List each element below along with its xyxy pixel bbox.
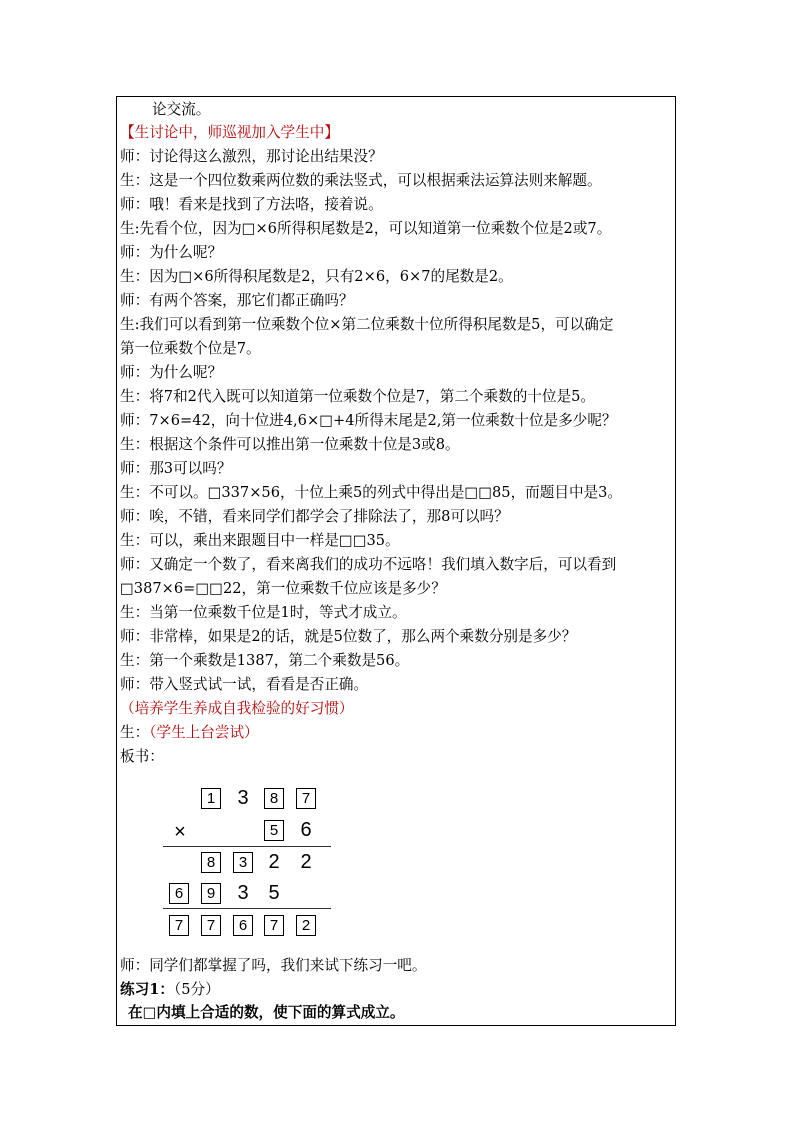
text-line: 生：当第一位乘数千位是1时，等式才成立。 [120, 604, 407, 621]
digit-box: 5 [264, 820, 284, 841]
text-line: 生：第一个乘数是1387，第二个乘数是56。 [120, 652, 410, 669]
digit-box: 8 [264, 788, 284, 809]
exercise-label: 练习1： [120, 981, 174, 998]
text-line: 【生讨论中，师巡视加入学生中】 [120, 124, 339, 141]
digit-box: 7 [169, 915, 189, 936]
text-line [120, 723, 259, 743]
text-line: 师：非常棒，如果是2的话，就是5位数了，那么两个乘数分别是多少？ [120, 628, 577, 645]
speaker-prefix: 生： [120, 724, 150, 741]
digit-box: 8 [201, 852, 221, 873]
red-note: （学生上台尝试） [149, 724, 259, 741]
digit-box: 7 [296, 788, 316, 809]
digit-box: 6 [233, 915, 253, 936]
text-line: 生:先看个位，因为□×6所得积尾数是2，可以知道第一位乘数个位是2或7。 [120, 220, 612, 237]
text-line: 在□内填上合适的数，使下面的算式成立。 [128, 1004, 405, 1021]
text-line: 师：哦！看来是找到了方法咯，接着说。 [120, 196, 383, 213]
text-line: 板书： [120, 748, 164, 765]
digit-box: 6 [169, 883, 189, 904]
text-line: 生：不可以。□337×56，十位上乘5的列式中得出是□□85，而题目中是3。 [120, 484, 623, 501]
text-line: 师：为什么呢？ [120, 364, 223, 381]
text-line: 生：这是一个四位数乘两位数的乘法竖式，可以根据乘法运算法则来解题。 [120, 172, 602, 189]
text-line [120, 980, 220, 1000]
digit-box: 2 [296, 915, 316, 936]
times-sign: × [174, 821, 186, 843]
exercise-score: （5分） [173, 981, 220, 998]
text-line: 生:我们可以看到第一位乘数个位×第二位乘数十位所得积尾数是5，可以确定 [120, 316, 614, 333]
text-line: 师：唉，不错，看来同学们都学会了排除法了，那8可以吗？ [120, 508, 509, 525]
text-line: 师：那3可以吗？ [120, 460, 232, 477]
digit-box: 9 [201, 883, 221, 904]
digit-box: 3 [233, 852, 253, 873]
text-line: 生：将7和2代入既可以知道第一位乘数个位是7，第二个乘数的十位是5。 [120, 388, 595, 405]
text-line: （培养学生养成自我检验的好习惯） [120, 700, 354, 717]
text-line: 师：又确定一个数了，看来离我们的成功不远咯！我们填入数字后，可以看到 [120, 556, 617, 573]
text-line: 师：为什么呢？ [120, 244, 223, 261]
digit: 3 [237, 882, 249, 904]
digit: 5 [268, 882, 280, 904]
text-line: □387×6=□□22，第一位乘数千位应该是多少？ [120, 580, 446, 597]
text-line: 师：7×6=42，向十位进4,6×□+4所得末尾是2,第一位乘数十位是多少呢？ [120, 412, 617, 429]
text-line: 师：同学们都掌握了吗，我们来试下练习一吧。 [120, 957, 427, 974]
text-line: 师：讨论得这么激烈，那讨论出结果没？ [120, 148, 383, 165]
digit: 2 [268, 851, 280, 873]
text-line: 第一位乘数个位是7。 [120, 340, 261, 357]
digit: 3 [237, 787, 249, 809]
text-line: 生：可以，乘出来跟题目中一样是□□35。 [120, 532, 400, 549]
text-line: 师：带入竖式试一试，看看是否正确。 [120, 676, 369, 693]
text-line: 生：因为□×6所得积尾数是2，只有2×6，6×7的尾数是2。 [120, 268, 513, 285]
digit: 6 [300, 819, 312, 841]
digit: 2 [300, 851, 312, 873]
digit-box: 7 [201, 915, 221, 936]
text-line: 师：有两个答案，那它们都正确吗？ [120, 292, 354, 309]
text-line: 生：根据这个条件可以推出第一位乘数十位是3或8。 [120, 436, 460, 453]
digit-box: 7 [264, 915, 284, 936]
digit-box: 1 [201, 788, 221, 809]
text-line: 论交流。 [152, 101, 211, 118]
